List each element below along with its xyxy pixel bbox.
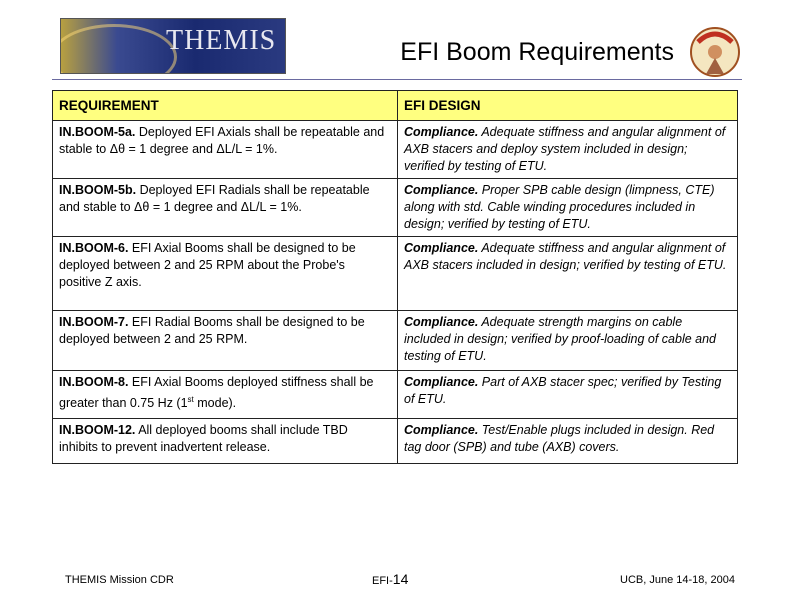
design-cell: Compliance. Adequate stiffness and angular alignment of AXB stacers included in design; verified by testing of ETU. bbox=[398, 237, 738, 311]
slide-title: EFI Boom Requirements bbox=[400, 38, 674, 66]
requirements-table bbox=[52, 90, 738, 464]
table-row bbox=[53, 179, 738, 237]
themis-logo bbox=[60, 18, 286, 74]
column-header-requirement: REQUIREMENT bbox=[53, 91, 398, 121]
footer-page-number: EFI-14 bbox=[372, 571, 409, 587]
footer-left: THEMIS Mission CDR bbox=[65, 574, 174, 586]
requirement-cell: IN.BOOM-12. All deployed booms shall include TBD inhibits to prevent inadvertent release. bbox=[53, 419, 398, 464]
table-header-row bbox=[53, 91, 738, 121]
logo-text: THEMIS bbox=[166, 25, 277, 56]
design-cell: Compliance. Adequate strength margins on cable included in design; verified by proof-loading of cable and testing of ETU. bbox=[398, 311, 738, 371]
title-divider bbox=[52, 79, 742, 80]
table-row bbox=[53, 237, 738, 311]
design-cell: Compliance. Test/Enable plugs included in design. Red tag door (SPB) and tube (AXB) covers. bbox=[398, 419, 738, 464]
table-row bbox=[53, 419, 738, 464]
requirement-cell: IN.BOOM-7. EFI Radial Booms shall be designed to be deployed between 2 and 25 RPM. bbox=[53, 311, 398, 371]
table-row bbox=[53, 121, 738, 179]
requirement-cell: IN.BOOM-5b. Deployed EFI Radials shall be repeatable and stable to Δθ = 1 degree and ΔL/L = 1%. bbox=[53, 179, 398, 237]
design-cell: Compliance. Adequate stiffness and angular alignment of AXB stacers and deploy system included in design; verified by testing of ETU. bbox=[398, 121, 738, 179]
table-row bbox=[53, 311, 738, 371]
design-cell: Compliance. Proper SPB cable design (limpness, CTE) along with std. Cable winding procedures included in design; verified by testing of ETU. bbox=[398, 179, 738, 237]
requirement-cell: IN.BOOM-8. EFI Axial Booms deployed stiffness shall be greater than 0.75 Hz (1st mode). bbox=[53, 371, 398, 419]
column-header-efi-design: EFI DESIGN bbox=[398, 91, 738, 121]
table-row bbox=[53, 371, 738, 419]
requirement-cell: IN.BOOM-6. EFI Axial Booms shall be designed to be deployed between 2 and 25 RPM about the Probe's positive Z axis. bbox=[53, 237, 398, 311]
design-cell: Compliance. Part of AXB stacer spec; verified by Testing of ETU. bbox=[398, 371, 738, 419]
themis-mascot-logo bbox=[688, 22, 742, 80]
footer-right: UCB, June 14-18, 2004 bbox=[620, 574, 735, 586]
requirement-cell: IN.BOOM-5a. Deployed EFI Axials shall be repeatable and stable to Δθ = 1 degree and ΔL/L = 1%. bbox=[53, 121, 398, 179]
